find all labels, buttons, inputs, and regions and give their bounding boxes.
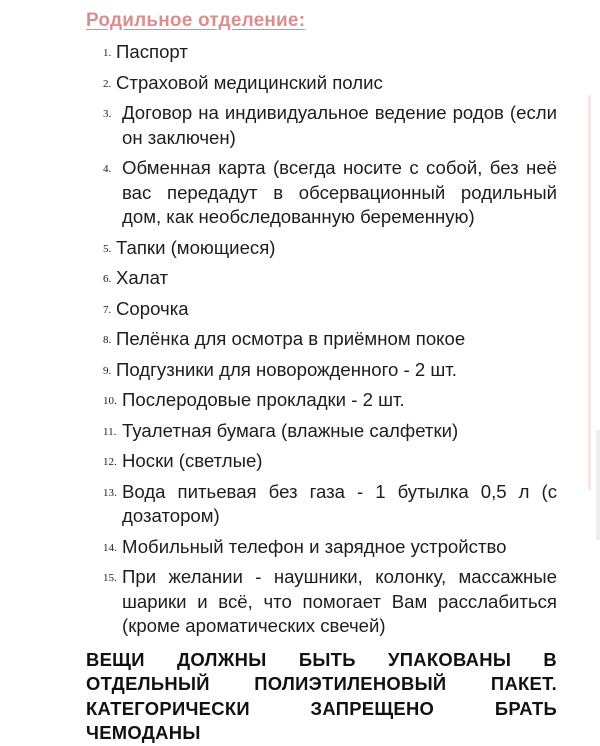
item-text: Мобильный телефон и зарядное устройство [122,535,507,557]
list-item [0,236,600,261]
list-item [0,101,600,150]
packing-warning: ВЕЩИ ДОЛЖНЫ БЫТЬ УПАКОВАНЫ В ОТДЕЛЬНЫЙ ПОЛИЭТИЛЕНОВЫЙ ПАКЕТ. КАТЕГОРИЧЕСКИ ЗАПРЕЩЕНО БРАТЬ ЧЕМОДАНЫ [86,649,557,744]
item-text: Подгузники для новорожденного - 2 шт. [116,358,457,380]
item-number: 13. [103,486,117,499]
item-number: 5. [103,242,112,255]
item-number: 9. [103,364,112,377]
list-item [0,419,600,444]
scroll-indicator[interactable] [588,95,591,490]
item-text: Туалетная бумага (влажные салфетки) [122,419,459,441]
item-text: Халат [116,267,169,288]
item-text: Тапки (моющиеся) [116,236,276,258]
section-title: Родильное отделение: [86,10,306,31]
item-number: 4. [103,163,112,175]
item-number: 7. [103,303,112,316]
item-text: Носки (светлые) [122,450,263,471]
list-item [0,297,600,322]
item-text: Обменная карта (всегда носите с собой, без неё вас передадут в обсервационный родильный дом, как необследованную беременную) [122,157,557,227]
item-text: Паспорт [116,41,188,62]
page-edge-scrollbar[interactable] [596,430,600,540]
checklist [0,40,600,645]
item-text: Сорочка [116,297,189,319]
list-item [0,358,600,383]
item-text: При желании - наушники, колонку, массажные шарики и всё, что помогает Вам расслабиться (кроме ароматических свечей) [122,566,557,636]
item-text: Страховой медицинский полис [116,71,383,93]
item-number: 8. [103,334,112,346]
list-item [0,266,600,291]
item-number: 10. [103,395,117,407]
item-number: 1. [103,47,112,59]
list-item [0,327,600,352]
list-item [0,156,600,230]
item-text: Вода питьевая без газа - 1 бутылка 0,5 л (с дозатором) [122,480,557,526]
list-item [0,40,600,65]
item-text: Договор на индивидуальное ведение родов (если он заключен) [122,102,557,148]
list-item [0,565,600,639]
item-number: 11. [103,425,117,438]
list-item [0,449,600,474]
list-item [0,535,600,560]
list-item [0,480,600,529]
list-item [0,388,600,413]
item-number: 15. [103,572,117,584]
list-item [0,71,600,96]
item-text: Послеродовые прокладки - 2 шт. [122,389,405,410]
item-text: Пелёнка для осмотра в приёмном покое [116,328,466,349]
item-number: 14. [103,541,117,554]
item-number: 6. [103,273,112,285]
item-number: 3. [103,108,112,120]
item-number: 12. [103,456,117,468]
item-number: 2. [103,77,112,90]
